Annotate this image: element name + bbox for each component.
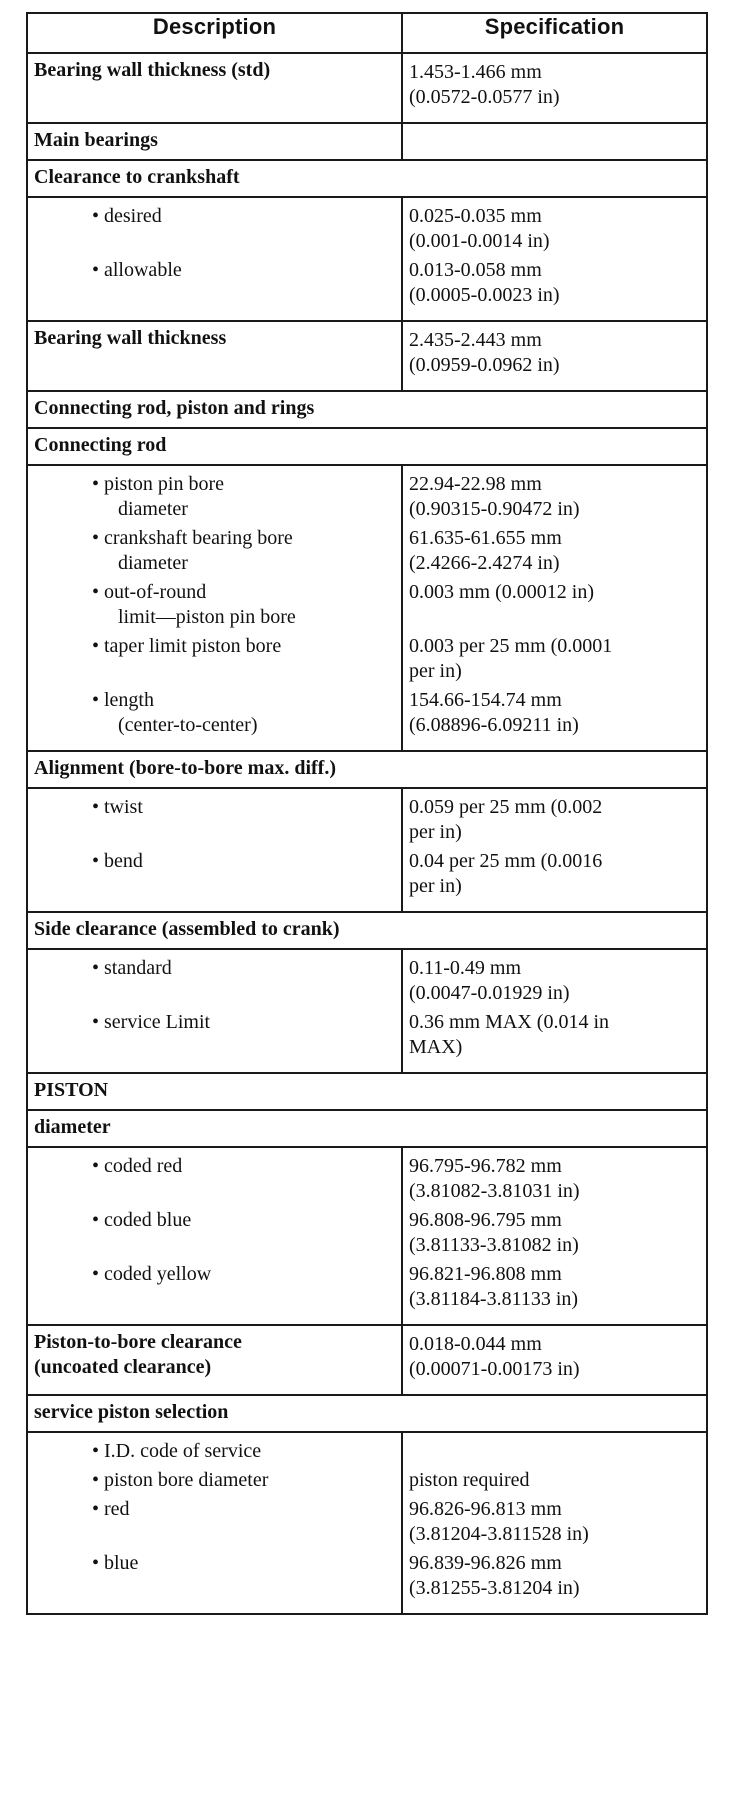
section-title: Side clearance (assembled to crank) (27, 912, 707, 949)
table-row (27, 197, 707, 321)
item-allowable: • allowable (92, 259, 182, 281)
bend-value: 0.04 per 25 mm (0.0016 (409, 850, 603, 872)
value-list (402, 788, 707, 912)
section-title: diameter (27, 1110, 707, 1147)
item-length: • length (center-to-center) (92, 689, 258, 736)
section-alignment (27, 751, 707, 788)
value-in: (0.0959-0.0962 in) (409, 354, 560, 376)
item-service-limit: • service Limit (92, 1011, 211, 1033)
bullet-list (27, 1147, 402, 1325)
item-twist: • twist (92, 796, 143, 818)
section-connecting-rod (27, 428, 707, 465)
table-row (27, 1147, 707, 1325)
pin-bore-in: (0.90315-0.90472 in) (409, 498, 580, 520)
sp-red-in: (3.81204-3.811528 in) (409, 1523, 589, 1545)
section-title: Alignment (bore-to-bore max. diff.) (27, 751, 707, 788)
coded-red-mm: 96.795-96.782 mm (409, 1155, 562, 1177)
item-out-of-round: • out-of-round limit—piston pin bore (92, 581, 296, 628)
coded-red-in: (3.81082-3.81031 in) (409, 1180, 580, 1202)
coded-yellow-in: (3.81184-3.81133 in) (409, 1288, 579, 1310)
section-main-bearings (27, 123, 707, 160)
table-row (27, 949, 707, 1073)
bend-value-2: per in) (409, 875, 462, 897)
table-row (27, 53, 707, 123)
bearing-wall-std-label: Bearing wall thickness (std) (27, 53, 402, 123)
value-in: (0.00071-0.00173 in) (409, 1358, 580, 1380)
coded-yellow-mm: 96.821-96.808 mm (409, 1263, 562, 1285)
item-piston-pin-bore: • piston pin bore diameter (92, 473, 224, 520)
crank-bore-in: (2.4266-2.4274 in) (409, 552, 560, 574)
pin-bore-mm: 22.94-22.98 mm (409, 473, 542, 495)
section-title: service piston selection (27, 1395, 707, 1432)
section-side-clearance (27, 912, 707, 949)
table-row (27, 465, 707, 751)
value-list (402, 465, 707, 751)
value-list (402, 197, 707, 321)
bearing-wall-std-value (402, 53, 707, 123)
taper-limit-value-2: per in) (409, 660, 462, 682)
value-mm: 2.435-2.443 mm (409, 329, 542, 351)
item-blue: • blue (92, 1552, 139, 1574)
value-in: (0.0572-0.0577 in) (409, 86, 560, 108)
item-crank-bearing-bore: • crankshaft bearing bore diameter (92, 527, 293, 574)
section-conn-rod-piston-rings (27, 391, 707, 428)
sp-red-mm: 96.826-96.813 mm (409, 1498, 562, 1520)
bullet-list (27, 788, 402, 912)
item-coded-yellow: • coded yellow (92, 1263, 212, 1285)
out-of-round-value: 0.003 mm (0.00012 in) (409, 581, 594, 603)
table-row (27, 788, 707, 912)
twist-value-2: per in) (409, 821, 462, 843)
value-mm: 0.018-0.044 mm (409, 1333, 542, 1355)
description-header: Description (27, 13, 402, 53)
item-coded-blue: • coded blue (92, 1209, 192, 1231)
sp-blue-in: (3.81255-3.81204 in) (409, 1577, 580, 1599)
table-row (27, 321, 707, 391)
section-title: Connecting rod, piston and rings (27, 391, 707, 428)
coded-blue-mm: 96.808-96.795 mm (409, 1209, 562, 1231)
specification-table (26, 12, 708, 1615)
value-mm: 1.453-1.466 mm (409, 61, 542, 83)
item-id-code: • I.D. code of service (92, 1440, 262, 1462)
coded-blue-in: (3.81133-3.81082 in) (409, 1234, 579, 1256)
allowable-mm: 0.013-0.058 mm (409, 259, 542, 281)
desired-in: (0.001-0.0014 in) (409, 230, 550, 252)
section-diameter (27, 1110, 707, 1147)
item-piston-bore-diameter: • piston bore diameter (92, 1469, 269, 1491)
bullet-list (27, 1432, 402, 1614)
specification-header: Specification (402, 13, 707, 53)
sp-blue-mm: 96.839-96.826 mm (409, 1552, 562, 1574)
table-row (27, 1325, 707, 1395)
desired-mm: 0.025-0.035 mm (409, 205, 542, 227)
bullet-list (27, 465, 402, 751)
standard-mm: 0.11-0.49 mm (409, 957, 522, 979)
item-desired: • desired (92, 205, 162, 227)
length-in: (6.08896-6.09211 in) (409, 714, 579, 736)
bullet-list (27, 197, 402, 321)
value-list (402, 949, 707, 1073)
standard-in: (0.0047-0.01929 in) (409, 982, 570, 1004)
item-standard: • standard (92, 957, 172, 979)
bearing-wall-label: Bearing wall thickness (27, 321, 402, 391)
crank-bore-mm: 61.635-61.655 mm (409, 527, 562, 549)
item-red: • red (92, 1498, 130, 1520)
item-taper-limit: • taper limit piston bore (92, 635, 282, 657)
section-title: Main bearings (27, 123, 402, 160)
bearing-wall-value (402, 321, 707, 391)
taper-limit-value: 0.003 per 25 mm (0.0001 (409, 635, 613, 657)
section-piston (27, 1073, 707, 1110)
section-title: Connecting rod (27, 428, 707, 465)
piston-required-value: piston required (409, 1469, 530, 1491)
section-title: PISTON (27, 1073, 707, 1110)
header-row (27, 13, 707, 53)
value-list (402, 1147, 707, 1325)
length-mm: 154.66-154.74 mm (409, 689, 562, 711)
value-list (402, 1432, 707, 1614)
piston-bore-clearance-value (402, 1325, 707, 1395)
section-title: Clearance to crankshaft (27, 160, 707, 197)
twist-value: 0.059 per 25 mm (0.002 (409, 796, 603, 818)
allowable-in: (0.0005-0.0023 in) (409, 284, 560, 306)
table-row (27, 1432, 707, 1614)
item-coded-red: • coded red (92, 1155, 183, 1177)
section-service-piston-selection (27, 1395, 707, 1432)
empty-cell (402, 123, 707, 160)
service-limit-value-2: MAX) (409, 1036, 463, 1058)
bullet-list (27, 949, 402, 1073)
piston-bore-clearance-label: Piston-to-bore clearance (uncoated clearance) (27, 1325, 402, 1395)
service-limit-value: 0.36 mm MAX (0.014 in (409, 1011, 609, 1033)
section-clearance-crankshaft (27, 160, 707, 197)
item-bend: • bend (92, 850, 143, 872)
